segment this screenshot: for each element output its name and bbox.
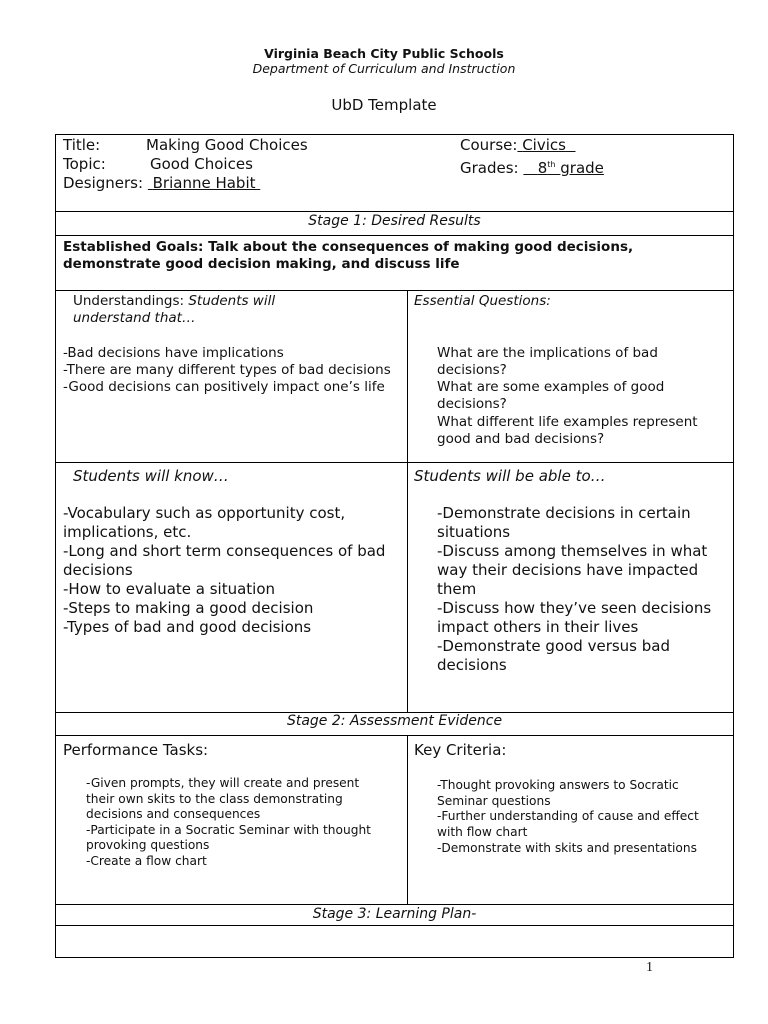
divider	[56, 211, 733, 212]
designers-label: Designers:	[63, 174, 144, 192]
know-line: implications, etc.	[63, 523, 192, 541]
performance-task-line: provoking questions	[86, 838, 210, 852]
designers-row	[63, 174, 260, 193]
understanding-item: -Bad decisions have implications	[63, 345, 284, 361]
divider	[56, 290, 733, 291]
able-line: decisions	[437, 656, 507, 674]
course-value: Civics	[522, 136, 566, 154]
essential-question-line: decisions?	[437, 362, 507, 378]
grades-value: 8th grade	[537, 159, 604, 177]
essential-question-line: What are the implications of bad	[437, 345, 658, 361]
understanding-item: -There are many different types of bad decisions	[63, 362, 391, 378]
understandings-label: Understandings:	[73, 293, 185, 309]
stage2-heading: Stage 2: Assessment Evidence	[286, 713, 503, 729]
key-criteria-line: -Further understanding of cause and effect	[437, 809, 699, 823]
performance-tasks-label: Performance Tasks:	[63, 741, 209, 759]
topic-label: Topic:	[63, 155, 106, 173]
divider	[56, 235, 733, 236]
essential-question-line: What are some examples of good	[437, 379, 665, 395]
know-line: -Types of bad and good decisions	[63, 618, 312, 636]
established-goals-line1: Established Goals: Talk about the consequences of making good decisions,	[63, 239, 634, 255]
able-line: situations	[437, 523, 511, 541]
able-line: way their decisions have impacted	[437, 561, 699, 579]
essential-questions-label: Essential Questions:	[414, 293, 551, 309]
key-criteria-line: -Thought provoking answers to Socratic	[437, 778, 679, 792]
stage1-heading: Stage 1: Desired Results	[308, 213, 481, 229]
page-number: 1	[646, 960, 653, 975]
divider	[56, 904, 733, 905]
understandings-heading: Understandings: Students will	[73, 293, 276, 309]
grades-row	[460, 155, 604, 178]
essential-question-line: decisions?	[437, 396, 507, 412]
know-line: -How to evaluate a situation	[63, 580, 276, 598]
know-line: -Steps to making a good decision	[63, 599, 314, 617]
divider	[56, 735, 733, 736]
able-line: -Demonstrate good versus bad	[437, 637, 670, 655]
topic-value: Good Choices	[150, 155, 253, 173]
know-line: decisions	[63, 561, 133, 579]
document-header	[0, 46, 768, 76]
divider	[56, 462, 733, 463]
info-title-row	[63, 136, 100, 155]
ubd-table	[55, 134, 734, 958]
able-line: them	[437, 580, 477, 598]
organization-name: Virginia Beach City Public Schools	[264, 46, 504, 61]
able-line: impact others in their lives	[437, 618, 639, 636]
course-label: Course:	[460, 136, 518, 154]
able-line: -Demonstrate decisions in certain	[437, 504, 691, 522]
key-criteria-line: -Demonstrate with skits and presentations	[437, 841, 697, 855]
course-row	[460, 136, 576, 155]
understanding-item: -Good decisions can positively impact one’s life	[63, 379, 385, 395]
divider	[56, 925, 733, 926]
grades-label: Grades:	[460, 159, 519, 177]
department-name: Department of Curriculum and Instruction	[252, 61, 516, 76]
title-label: Title:	[63, 136, 101, 154]
performance-task-line: their own skits to the class demonstrating	[86, 792, 343, 806]
students-able-to-label: Students will be able to…	[414, 467, 606, 485]
performance-task-line: decisions and consequences	[86, 807, 261, 821]
performance-task-line: -Given prompts, they will create and present	[86, 776, 360, 790]
established-goals-line2: demonstrate good decision making, and discuss life	[63, 256, 460, 272]
template-title: UbD Template	[331, 96, 437, 114]
know-line: -Vocabulary such as opportunity cost,	[63, 504, 346, 522]
essential-question-line: good and bad decisions?	[437, 431, 605, 447]
title-value: Making Good Choices	[146, 136, 308, 154]
stage3-heading: Stage 3: Learning Plan-	[312, 906, 477, 922]
key-criteria-line: with flow chart	[437, 825, 528, 839]
performance-task-line: -Participate in a Socratic Seminar with thought	[86, 823, 371, 837]
students-will-know-label: Students will know…	[73, 467, 229, 485]
understandings-intro: understand that…	[73, 310, 196, 326]
know-line: -Long and short term consequences of bad	[63, 542, 386, 560]
column-divider	[407, 290, 408, 712]
key-criteria-label: Key Criteria:	[414, 741, 507, 759]
key-criteria-line: Seminar questions	[437, 794, 551, 808]
column-divider	[407, 735, 408, 904]
performance-task-line: -Create a flow chart	[86, 854, 207, 868]
able-line: -Discuss how they’ve seen decisions	[437, 599, 712, 617]
learning-plan-empty-cell	[63, 930, 723, 952]
able-line: -Discuss among themselves in what	[437, 542, 708, 560]
essential-question-line: What different life examples represent	[437, 414, 698, 430]
designers-value: Brianne Habit	[152, 174, 256, 192]
